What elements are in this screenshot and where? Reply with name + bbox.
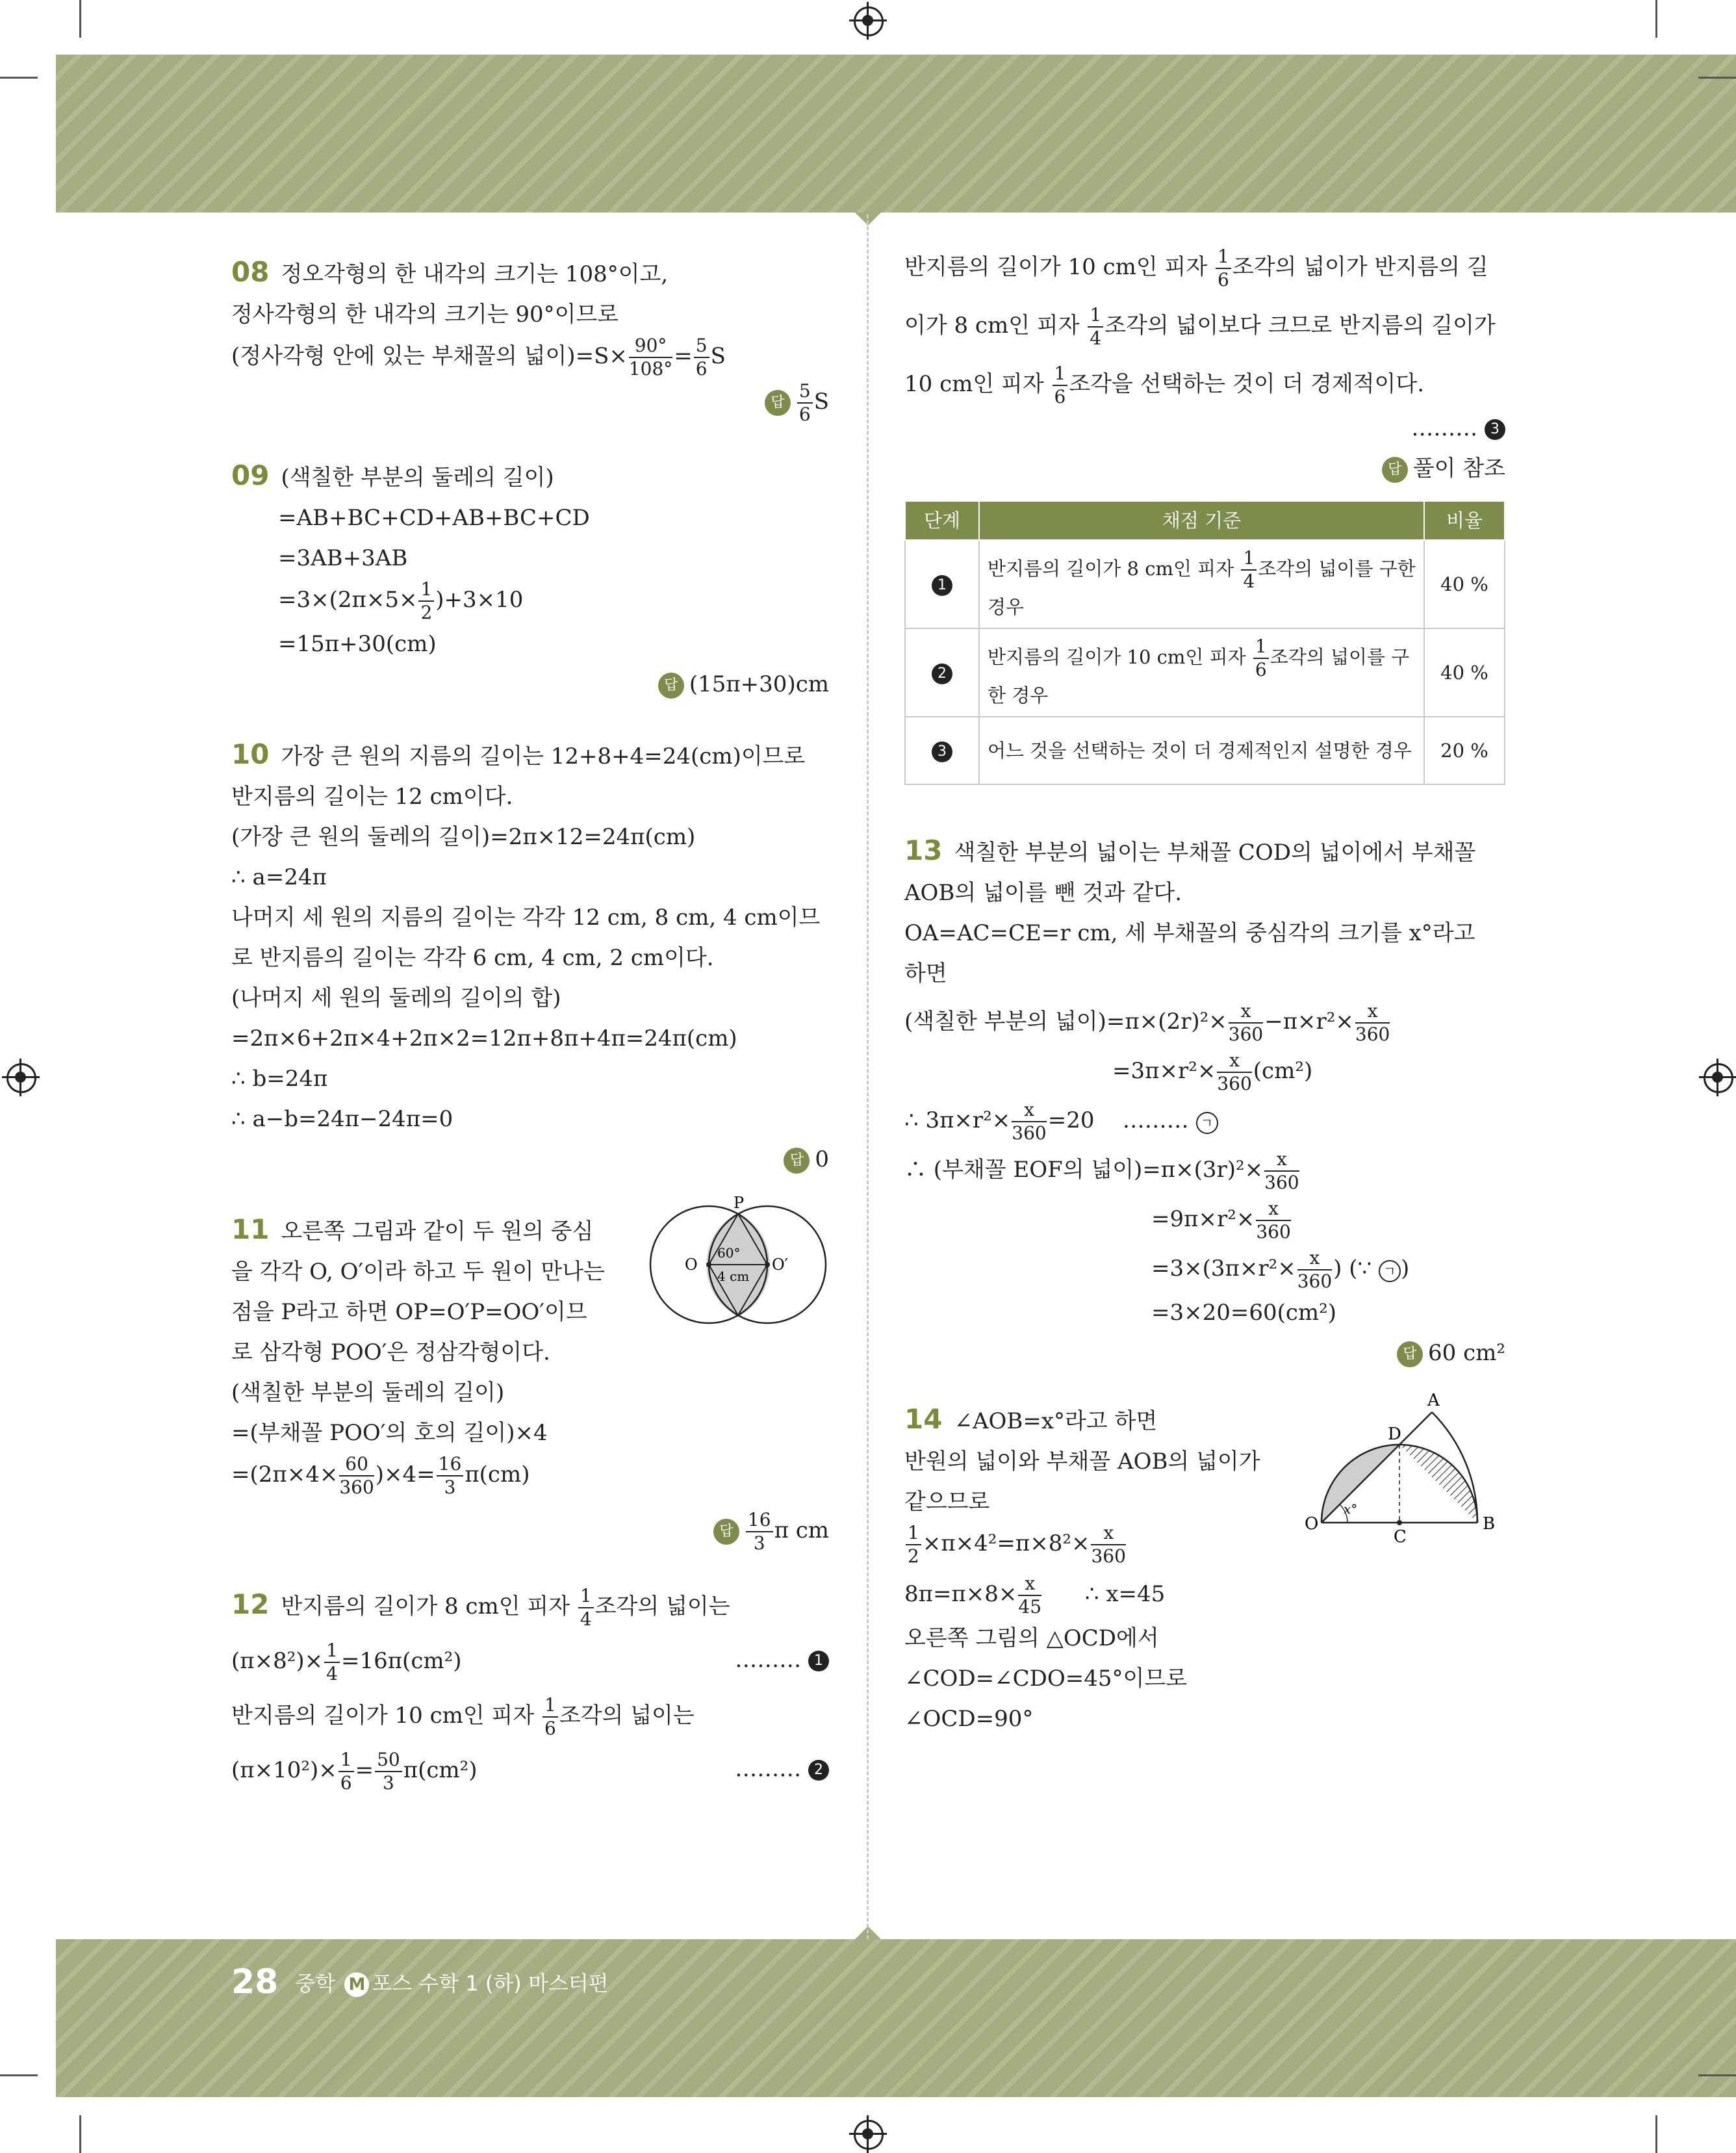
table-row [905,717,1505,784]
text-line: ∠AOB=x°라고 하면 [954,1408,1158,1434]
problem-number: 11 [231,1213,270,1245]
problem-09 [231,456,829,704]
crop-mark [79,2115,81,2153]
text-line: OA=AC=CE=r cm, 세 부채꼴의 중심각의 크기를 x°라고 [904,920,1475,946]
text-line: 이가 8 cm인 피자 $\frac{1}{4}$ 조각의 넓이보다 크므로 반지름의 길이가 [904,304,1496,349]
label-C: C [1394,1527,1407,1547]
page-footer [231,1963,609,2002]
equation-line: (π×8²)× $\frac{1}{4}$ =16π(cm²) ……… 1 [231,1640,829,1685]
table-row [905,540,1505,628]
equation-line: =AB+BC+CD+AB+BC+CD [278,505,590,531]
book-title: 중학 M 포스 수학 1 (하) 마스터편 [295,1971,609,1996]
equation-line: (색칠한 부분의 넓이)=π×(2r)²× $\frac{x}{360}$ −π×r²× $\frac{x}{360}$ [904,1000,1390,1045]
label-giyeok-icon: ㄱ [1379,1260,1401,1282]
step-2-icon: 2 [808,1760,829,1781]
problem-number: 09 [231,459,270,491]
problem-number: 14 [904,1403,943,1435]
answer-badge-icon: 답 [784,1148,810,1174]
text-line: ∠COD=∠CDO=45°이므로 [904,1666,1188,1692]
registration-mark-icon [6,1063,36,1093]
label-O: O [685,1256,698,1274]
text-line: 로 삼각형 POO′은 정삼각형이다. [231,1339,550,1365]
equation-line: $\frac{1}{2}$ ×π×4²=π×8²× $\frac{x}{360}$ [904,1522,1505,1567]
equation-line: =3×(3π×r²× $\frac{x}{360}$ ) (∵ ㄱ ) [1151,1247,1410,1292]
text-line: ∴ a=24π [231,864,327,890]
text-line: 같으므로 [904,1489,990,1515]
text-line: ∠OCD=90° [904,1706,1034,1732]
equation-line: 8π=π×8× $\frac{x}{45}$ ∴ x=45 [904,1573,1166,1618]
page-number: 28 [231,1963,279,2002]
length-label: 4 cm [717,1269,750,1284]
answer-badge-icon: 답 [765,390,791,416]
answer: 답 0 [231,1139,829,1180]
text-line: 반지름의 길이는 12 cm이다. [231,784,513,810]
text-line: =(부채꼴 POO′의 호의 길이)×4 [231,1420,548,1446]
two-circles-figure [641,1190,836,1346]
text-line: (가장 큰 원의 둘레의 길이)=2π×12=24π(cm) [231,824,696,850]
answer: 답 60 cm² [904,1333,1505,1373]
problem-14 [904,1391,1505,1739]
angle-x-label: x° [1344,1501,1358,1517]
column-divider [867,214,869,1939]
table-cell: 어느 것을 선택하는 것이 더 경제적인지 설명한 경우 [979,717,1424,784]
equation-line: (정사각형 안에 있는 부채꼴의 넓이)=S× $\frac{90^\circ}{108^\circ}$ = $\frac{5}{6}$ S [231,335,726,380]
text-line: 색칠한 부분의 넓이는 부채꼴 COD의 넓이에서 부채꼴 [954,840,1476,866]
label-A: A [1427,1391,1440,1410]
problem-number: 08 [231,256,270,288]
registration-mark-icon [854,6,884,36]
problem-number: 10 [231,738,270,770]
text-line: 반지름의 길이가 10 cm인 피자 $\frac{1}{6}$ 조각의 넓이가 반지름의 길 [904,246,1488,290]
text-line: 반지름의 길이가 10 cm인 피자 $\frac{1}{6}$ 조각의 넓이는 [231,1694,695,1739]
equation-line: ∴ 3π×r²× $\frac{x}{360}$ =20 ……… ㄱ [904,1099,1505,1144]
table-header: 채점 기준 [979,501,1424,540]
text-line: (나머지 세 원의 둘레의 길이의 합) [231,985,561,1011]
table-cell: 40 % [1424,540,1505,628]
problem-number: 12 [231,1588,270,1620]
text-line: ∴ a−b=24π−24π=0 [231,1106,453,1132]
table-header-row [905,501,1505,540]
equation-line: =(2π×4× $\frac{60}{360}$ )×4= $\frac{16}{3}$ π(cm) [231,1453,530,1498]
text-line: 을 각각 O, O′이라 하고 두 원이 만나는 [231,1259,605,1285]
text-line: (색칠한 부분의 둘레의 길이) [281,465,554,491]
crop-mark [1655,2115,1657,2153]
text-line: 나머지 세 원의 지름의 길이는 각각 12 cm, 8 cm, 4 cm이므 [231,905,821,931]
text-line: AOB의 넓이를 뺀 것과 같다. [904,880,1182,906]
table-header: 단계 [905,501,979,540]
equation-line: ∴ (부채꼴 EOF의 넓이)=π×(3r)²× $\frac{x}{360}$ [904,1148,1299,1193]
crop-mark [1655,0,1657,38]
answer: 답 $\frac{16}{3}$ π cm [231,1509,829,1554]
text-line: 로 반지름의 길이는 각각 6 cm, 4 cm, 2 cm이다. [231,945,714,971]
equation-line: =9π×r²× $\frac{x}{360}$ [1151,1198,1291,1243]
table-cell: 20 % [1424,717,1505,784]
text-line: 점을 P라고 하면 OP=O′P=OO′이므 [231,1299,587,1325]
label-giyeok-icon: ㄱ [1196,1112,1218,1134]
text-line: 오른쪽 그림의 △OCD에서 [904,1625,1159,1651]
answer: 답 (15π+30)cm [231,664,829,704]
problem-13 [904,831,1505,1373]
problem-10 [231,734,829,1180]
equation-line: =3×20=60(cm²) [1151,1300,1337,1326]
label-P: P [734,1194,745,1212]
problem-11 [231,1194,829,1554]
step-3-icon: 3 [932,741,952,762]
sector-semicircle-figure [1302,1386,1503,1549]
crop-mark [0,2074,38,2076]
left-column [231,252,829,1794]
answer-badge-icon: 답 [713,1519,739,1545]
label-D: D [1388,1425,1401,1444]
equation-line: (π×10²)× $\frac{1}{6}$ = $\frac{50}{3}$ π(cm²) ……… 2 [231,1749,829,1794]
text-line: =2π×6+2π×4+2π×2=12π+8π+4π=24π(cm) [231,1025,737,1051]
equation-line: =15π+30(cm) [278,631,437,657]
crop-mark [79,0,81,38]
label-B: B [1483,1514,1496,1534]
problem-12: 12 반지름의 길이가 8 cm인 피자 $\frac{1}{4}$ 조각의 넓이는 (π×8²)× $\frac{1}{4}$ =16π(cm²) ……… 1 반지름의 길이가 10 cm인 피자 $\frac{1}{6}$ 조각의 넓이는 (π×10²)× $\frac{1}{6}$ = $\frac{50}{3}$ π(cm²) ……… 2 [231,1584,829,1794]
step-1-icon: 1 [932,575,952,596]
text-line: 반원의 넓이와 부채꼴 AOB의 넓이가 [904,1449,1260,1475]
crop-mark [0,77,38,79]
answer: 답 $\frac{5}{6}$ S [231,380,829,426]
problem-08 [231,252,829,426]
step-1-icon: 1 [808,1651,829,1671]
right-column [904,246,1505,1739]
angle-label: 60° [717,1245,741,1261]
table-cell: 반지름의 길이가 10 cm인 피자 $\frac{1}{6}$ 조각의 넓이를 구한 경우 [979,628,1424,717]
label-O: O [1305,1514,1319,1534]
crop-mark [1698,77,1736,79]
crop-mark [1698,2074,1736,2076]
text-line: ∴ b=24π [231,1066,328,1092]
table-cell: 40 % [1424,628,1505,717]
text-line: 정오각형의 한 내각의 크기는 108°이고, [281,261,669,287]
text-line: 가장 큰 원의 지름의 길이는 12+8+4=24(cm)이므로 [281,743,806,769]
table-cell: 반지름의 길이가 8 cm인 피자 $\frac{1}{4}$ 조각의 넓이를 구한 경우 [979,540,1424,628]
header-band [56,55,1736,213]
text-line: 10 cm인 피자 $\frac{1}{6}$ 조각을 선택하는 것이 더 경제적이다. [904,363,1425,407]
problem-number: 13 [904,834,943,866]
registration-mark-icon [1704,1063,1733,1093]
registration-mark-icon [854,2120,884,2150]
step-marker: ……… 3 [904,408,1505,448]
text-line: 하면 [904,960,947,986]
scoring-table [904,500,1505,785]
text-line: 정사각형의 한 내각의 크기는 90°이므로 [231,302,619,328]
equation-line: =3×(2π×5× $\frac{1}{2}$ )+3×10 [278,578,524,623]
text-line: (색칠한 부분의 둘레의 길이) [231,1380,505,1406]
step-3-icon: 3 [1485,419,1505,440]
answer-badge-icon: 답 [1382,457,1408,483]
step-2-icon: 2 [932,664,952,684]
equation-line: =3π×r²× $\frac{x}{360}$ (cm²) [1112,1050,1313,1094]
label-O-prime: O′ [772,1256,789,1274]
answer-badge-icon: 답 [658,673,684,699]
answer: 답 풀이 참조 [904,448,1505,489]
equation-line: =3AB+3AB [278,545,408,571]
table-header: 비율 [1424,501,1505,540]
text-line: 오른쪽 그림과 같이 두 원의 중심 [281,1218,594,1244]
problem-12-continued [904,246,1505,489]
m-logo-icon: M [344,1972,369,1997]
answer-badge-icon: 답 [1397,1341,1423,1367]
table-row [905,628,1505,717]
